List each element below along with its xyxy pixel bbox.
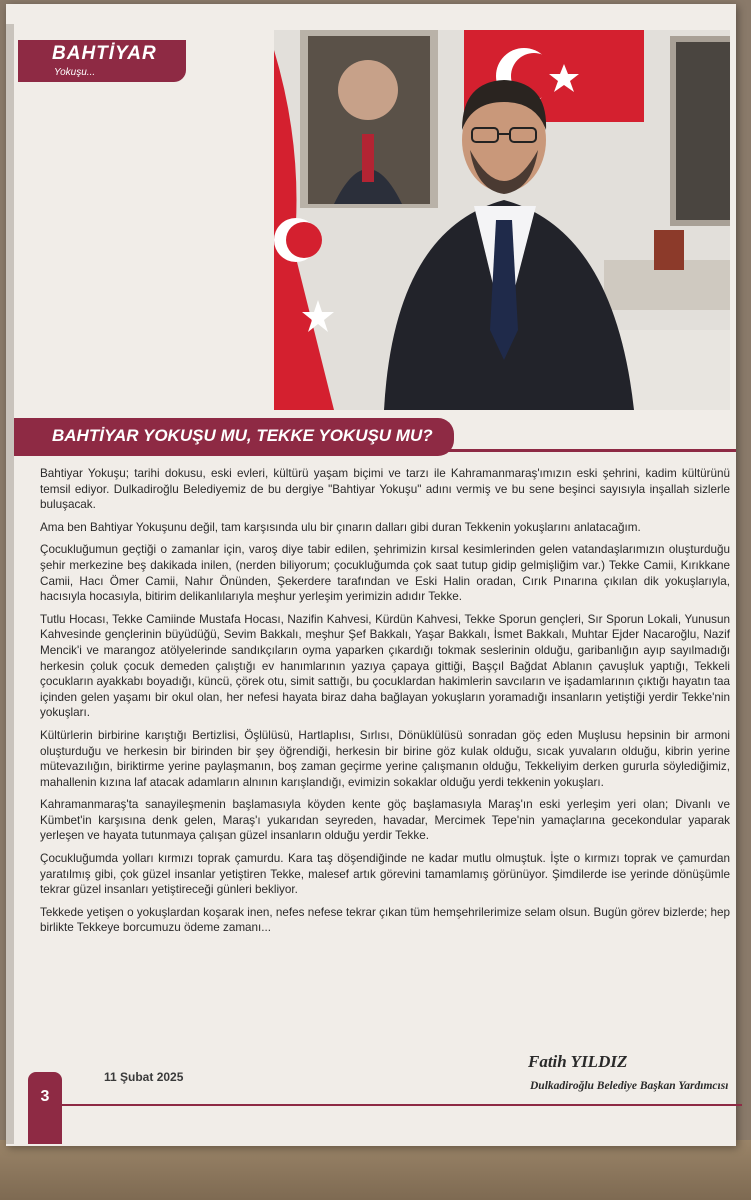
paragraph-3: Çocukluğumun geçtiği o zamanlar için, varoş diye tabir edilen, şehrimizin kırsal kesimlerinden gelen vatandaşlarımızın oluşturduğu şehir merkezine beş dakikada inilen, (nerden biliyorum; çocukluğumda çok saat tutup gidip gelmişliğim var.) Tekke Camii, Kırıkkane Camii, Hacı Ömer Camii, Nahır Önünden, Şekerdere tarafından ve Eski Halin oradan, Cırık Pınarına çıkılan dik yokuşlarıyla, hacısıyla hocasıyla, bitirim delikanlılarıyla meşhur yerleşim yerimizin adıdır Tekke. [40, 543, 730, 604]
paragraph-1: Bahtiyar Yokuşu; tarihi dokusu, eski evleri, kültürü yaşam biçimi ve tarzı ile Kahramanmaraş'ımızın eski şehrini, kadim kültürünü temsil ediyor. Dulkadiroğlu Belediyemiz de bu dergiye "Bahtiyar Yokuşu" adını vermiş ve bu sene beşinci sayısıyla inşallah sizlerle buluşacak. [40, 467, 730, 512]
brand-title: BAHTİYAR [52, 43, 157, 64]
portrait-illustration [274, 30, 730, 410]
signature-name: Fatih YILDIZ [528, 1052, 628, 1071]
portrait-photo [274, 30, 730, 410]
footer-rule [62, 1104, 742, 1106]
magazine-brand-tab [18, 40, 186, 82]
signature-title: Dulkadiroğlu Belediye Başkan Yardımcısı [530, 1080, 729, 1092]
article-body [40, 466, 730, 943]
page-number: 3 [28, 1072, 62, 1144]
paragraph-7: Çocukluğumda yolları kırmızı toprak çamurdu. Kara taş döşendiğinde ne kadar mutlu olmuştuk. İşte o kırmızı toprak ve çamurdan yaratılmış gibi, çok güzel insanlar yetiştiren Tekke, malesef artık görevini tamamlamış görünüyor. Şimdilerde ise yerinde dönüşümle tekrar güzel insanları yetiştireceği günleri bekliyor. [40, 852, 730, 897]
desk-background [0, 1140, 751, 1200]
paragraph-8: Tekkede yetişen o yokuşlardan koşarak inen, nefes nefese tekrar çıkan tüm hemşehrilerimize selam olsun. Bugün görev bizlerde; hep birlikte Tekkeye borcumuzu ödeme zamanı... [40, 905, 730, 935]
paragraph-6: Kahramanmaraş'ta sanayileşmenin başlamasıyla köyden kente göç başlamasıyla Maraş'ın eski yerleşim yeri olan; Divanlı ve Kümbet'in karşısına denk gelen, Maraş'ı yukarıdan seyreden, havadar, Mercimek Tepe'nin yamaçlarına gecekondular yaparak yerleşen ve hayata tutunmaya çalışan güzel insanların olduğu yerdir Tekke. [40, 798, 730, 843]
headline-rule [446, 449, 736, 452]
paragraph-2: Ama ben Bahtiyar Yokuşunu değil, tam karşısında ulu bir çınarın dalları gibi duran Tekkenin yokuşlarını anlatacağım. [40, 520, 641, 534]
brand-subtitle: Yokuşu... [54, 67, 96, 78]
paragraph-4: Tutlu Hocası, Tekke Camiinde Mustafa Hocası, Nazifin Kahvesi, Kürdün Kahvesi, Tekke Sporun gençleri, Sır Sporun Lokali, Yunusun Kahvesinde gençlerinin büyüdüğü, Sevim Bakkalı, meşhur Şef Bakkalı, Yaşar Bakkalı, İsmet Bakkalı, Muhtar Ejder Nacaroğlu, Nazif Mencik'i ve marangoz atölyelerinde sandıkçıların oyma yaparken çıkardığı tokmak seslerinin olduğu, garibanlığın ayıp sayılmadığı herkesin çoluk çocuk demeden çalıştığı ev hanımlarının yazıya çapaya gittiği, Başçıl Bağdat Ablanın çavuşluk yaptığı, Tekkeli çocukların ayakkabı boyadığı, küncü, çörek otu, simit sattığı, bu çocuklardan hakimlerin savcıların ve işadamlarının çıktığı hayatın taa içinden gelen yaşamı bir okul olan, her nefesi hayata biraz daha bağlayan yokuşların yoramadığı insanların yetiştiği yerdir Tekke'nin yokuşları. [40, 612, 730, 720]
headline-banner [14, 418, 454, 456]
article-headline: BAHTİYAR YOKUŞU MU, TEKKE YOKUŞU MU? [52, 426, 433, 445]
page-edge-strip [6, 24, 14, 1144]
magazine-page [6, 4, 736, 1146]
paragraph-5: Kültürlerin birbirine karıştığı Bertizlisi, Öşlülüsü, Hartlaplısı, Sırlısı, Dönüklülüsü sonradan göç eden Muşlusu hepsinin bir armoni oluşturduğu ve herkesin bir birinden bir şey öğrendiği, herkesin bir birine göz kulak olduğu, sıcak yuvaların olduğu, kibrin yerine mütevazılığın, biriktirme yerine paylaşmanın, boş zaman geçirme yerine çalışmanın olduğu, Tekkeliyim derken gururla söylediğimiz, mahallenin kızına laf atacak adamların alnının karışlandığı, evimizin sokaklar olduğu yerdi tekkenin yokuşları. [40, 728, 730, 789]
issue-date: 11 Şubat 2025 [104, 1070, 184, 1084]
